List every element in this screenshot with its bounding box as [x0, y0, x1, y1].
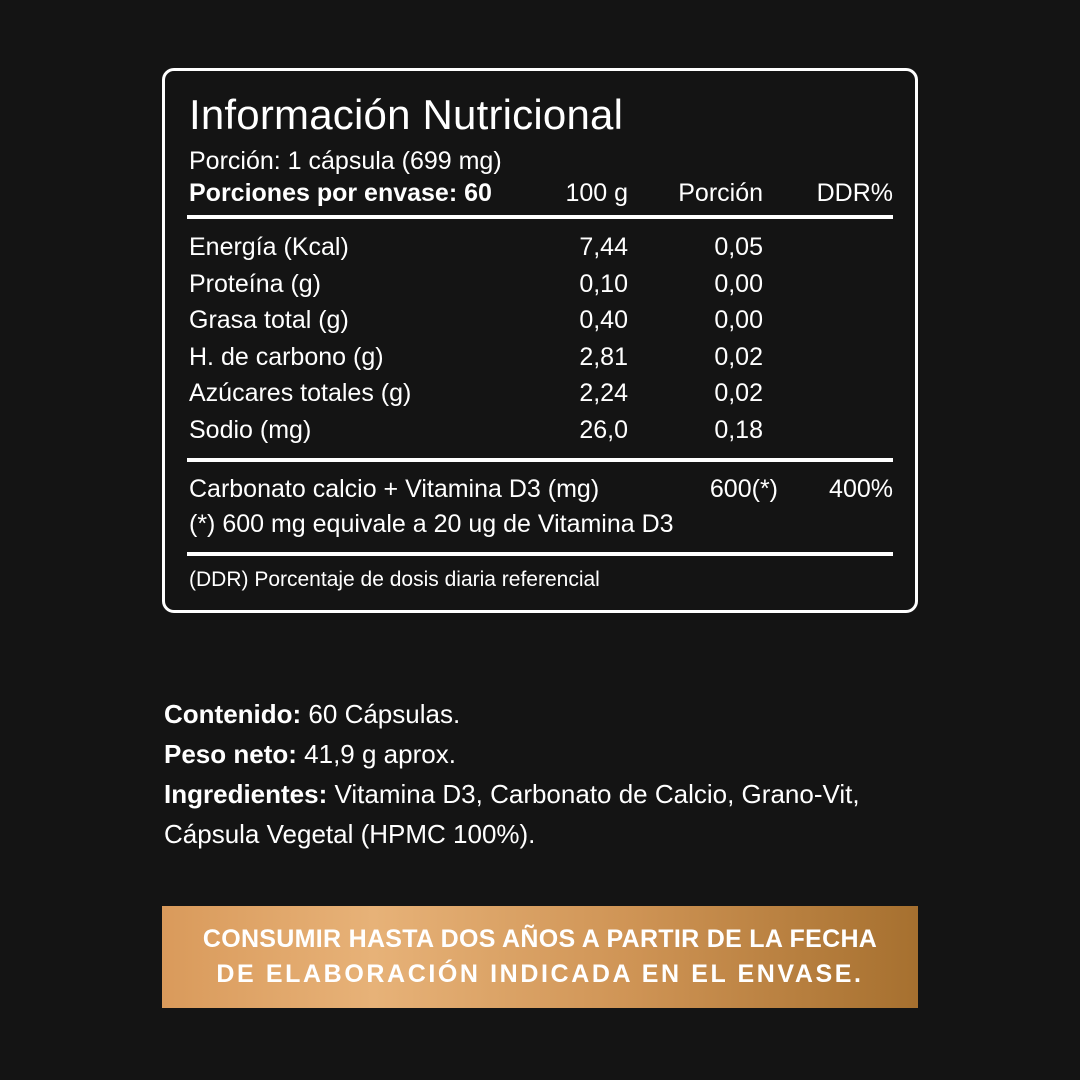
nutrient-value-100g: 7,44 [579, 233, 628, 262]
divider-middle [187, 458, 893, 462]
table-row [187, 229, 893, 266]
serving-size-text: Porción: 1 cápsula (699 mg) [189, 147, 502, 176]
column-header-per-100g: 100 g [565, 179, 628, 208]
nutrient-value-100g: 2,24 [579, 379, 628, 408]
net-weight-key: Peso neto: [164, 739, 297, 770]
product-details [164, 694, 934, 854]
net-weight-value: 41,9 g aprox. [304, 739, 456, 770]
column-header-per-serving: Porción [678, 179, 763, 208]
nutrient-label: Proteína (g) [189, 269, 322, 298]
nutrient-value-100g: 0,40 [579, 306, 628, 335]
table-row [187, 266, 893, 303]
nutrient-value-serving: 0,02 [714, 342, 763, 371]
star-footnote: (*) 600 mg equivale a 20 ug de Vitamina D3 [189, 510, 674, 539]
nutrient-value-serving: 0,05 [714, 233, 763, 262]
nutrient-value-100g: 2,81 [579, 342, 628, 371]
supplement-amount: 600(*) [709, 475, 778, 504]
net-weight-line [164, 734, 934, 774]
content-key: Contenido: [164, 699, 302, 729]
nutrient-value-100g: 0,10 [579, 269, 628, 298]
table-row [187, 339, 893, 376]
nutrient-value-serving: 0,00 [714, 306, 763, 335]
nutrient-label: H. de carbono (g) [189, 342, 384, 371]
nutrient-value-100g: 26,0 [579, 415, 628, 444]
servings-per-container-label: Porciones por envase: 60 [189, 179, 492, 208]
ddr-footnote: (DDR) Porcentaje de dosis diaria referencial [189, 568, 600, 592]
divider-bottom [187, 552, 893, 556]
divider-top [187, 215, 893, 219]
nutrient-label: Energía (Kcal) [189, 233, 349, 262]
supplement-ddr: 400% [829, 475, 893, 504]
supplement-row [187, 472, 893, 507]
banner-line-2: DE ELABORACIÓN INDICADA EN EL ENVASE. [216, 960, 864, 988]
nutrient-value-serving: 0,00 [714, 269, 763, 298]
table-row [187, 302, 893, 339]
ingredients-value: Vitamina D3, Carbonato de Calcio, Grano-Vit, Cápsula Vegetal (HPMC 100%). [164, 779, 860, 850]
content-line [164, 694, 934, 734]
nutrient-value-serving: 0,02 [714, 379, 763, 408]
nutrient-label: Grasa total (g) [189, 306, 349, 335]
nutrient-value-serving: 0,18 [714, 415, 763, 444]
table-header-row [187, 179, 893, 213]
table-row [187, 412, 893, 449]
nutrient-label: Azúcares totales (g) [189, 379, 412, 408]
ingredients-line [164, 774, 934, 854]
content-value: 60 Cápsulas. [308, 699, 461, 729]
expiry-warning-banner [162, 906, 918, 1008]
ingredients-key: Ingredientes: [164, 779, 328, 810]
nutrition-facts-panel [162, 68, 918, 613]
supplement-label: Carbonato calcio + Vitamina D3 (mg) [189, 475, 600, 504]
banner-line-1: CONSUMIR HASTA DOS AÑOS A PARTIR DE LA FECHA [202, 924, 878, 953]
table-row [187, 375, 893, 412]
panel-title: Información Nutricional [189, 91, 624, 138]
nutrient-label: Sodio (mg) [189, 415, 312, 444]
column-header-ddr: DDR% [816, 179, 893, 208]
